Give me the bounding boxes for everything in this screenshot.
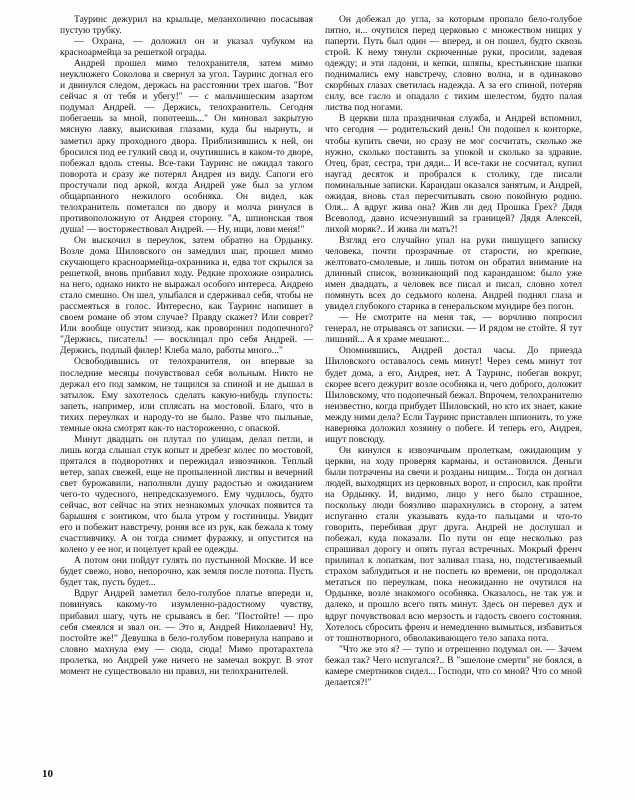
paragraph: Он добежал до угла, за которым пропало бело-голубое пятно, и... очутился перед церковью с множеством нищих у паперти. Путь был один — вперед, и он пошел, будто сквозь строй. К нему тянули скрюченные руки, просили, задевая одежду; и эти ладони, и кепки, шляпы, крестьянские шапки поднимались ему навстречу, словно волна, и в одинаково скорбных глазах светилась надежда. А за его спиной, потеряв силу, все гасло и опадало с тихим шелестом, будто палая листва под ногами.	[325, 14, 582, 114]
paragraph: Вдруг Андрей заметил бело-голубое платье впереди и, повинуясь какому-то изумленно-радостному чувству, прибавил шагу, чуть не срываясь в бег. "Постойте! — про себя смеялся и звал он. — Это я, Андрей Николаевич! Ну, постойте же!" Девушка в бело-голубом повернула направо и словно махнула ему — сюда, сюда! Мимо протарахтела пролетка, но Андрей уже ничего не замечал вокруг. В этот момент не существовало ни правил, ни телохранителей.	[60, 588, 313, 677]
paragraph: Андрей прошел мимо телохранителя, затем мимо неуклюжего Соколова и свернул за угол. Тауринс догнал его и двинулся следом, держась на расстоянии трех шагов. "Вот сейчас я от тебя и убегу!" — с мальчишеским азартом подумал Андрей. — Держись, телохранитель. Сегодня побегаешь за мной, попотеешь..." Он миновал закрытую мясную лавку, выискивая глазами, куда бы нырнуть, и заметил арку проходного двора. Приблизившись к ней, он бросился под ее гулкий свод и, очутившись в каком-то дворе, побежал вдоль стены. Все-таки Тауринс не ожидал такого поворота и сразу же потерял Андрея из виду. Сапоги его простучали под аркой, когда Андрей уже был за углом общарпанного нежилого особняка. Он видел, как телохранитель пометался по двору и молча ринулся в противоположную от Андрея сторону. "А, шпионская твоя душа! — восторжествовал Андрей. — Ну, ищи, лови меня!"	[60, 58, 313, 235]
paragraph: Опомнившись, Андрей достал часы. До приезда Шиловского оставалось семь минут! Через семь минут тот будет дома, а его, Андрея, нет. А Тауринс, побегав вокруг, скорее всего дежурит возле особняка и, чего доброго, доложит Шиловскому, что подопечный бежал. Впрочем, телохранителю неизвестно, когда прибудет Шиловский, но кто их знает, какие между ними дела? Если Тауринс приставлен шпионить, то уже наверняка доложил хозяину о побеге. И теперь его, Андрея, ищут повсюду.	[325, 345, 582, 445]
paragraph: Минут двадцать он плутал по улицам, делал петли, и лишь когда слышал стук копыт и дребезг колес по мостовой, прятался в подворотнях и пережидал извозчиков. Теплый ветер, запах свежей, еще не пропыленной листвы и вечерний свет бурожавили, наполняли душу радостью и ожиданием чего-то чудесного, непредсказуемого. Ему чудилось, будто сейчас, вот сейчас на этих незнакомых улочках появится та барышня с зонтиком, что была утром у гостиницы. Увидит его и побежит навстречу, роняя все из рук, как бежала к тому счастливчику. А он тогда снимет фуражку, и опустится на колено у ее ног, и поцелует край ее одежды.	[60, 433, 313, 556]
left-column	[60, 14, 313, 758]
paragraph: "Что же это я? — тупо и отрешенно подумал он. — Зачем бежал так? Чего испугался?.. В "эшелоне смерти" не боялся, в камере смертников сидел... Господи, что со мной? Что со мной делается?!"	[325, 643, 582, 688]
paragraph: — Не смотрите на меня так, — ворчливо попросил генерал, не отрываясь от записки. — И рядом не стойте. Я тут лишний... А я храме мешают...	[325, 312, 582, 346]
paragraph: А потом они пойдут гулять по пустынной Москве. И все будет свежо, ново, непорочно, как земля после потопа. Пусть будет так, пусть будет...	[60, 555, 313, 589]
paragraph: В церкви шла праздничная служба, и Андрей вспомнил, что сегодня — родительский день! Он подошел к конторке, чтобы купить свечи, но сразу не мог сосчитать, сколько же нужно, сколько поставить за упокой и сколько за здравие. Отец, брат, сестра, три дяди... И все-таки не сосчитал, купил наугад десяток и пробрался к столику, где писали поминальные записки. Карандаш оказался занятым, и Андрей, ожидая, вновь стал пересчитывать свою покойную родню. Оля... А вдруг жива она? Жив ли дед Прошка Грех? Дядя Всеволод, давно исчезнувший за границей? Дядя Алексей, лихой моряк?.. И жива ли мать?!	[325, 113, 582, 235]
paragraph: Освободившись от телохранителя, он впервые за последние месяцы почувствовал себя вольным. Никто не держал его под замком, не тащился за спиной и не дышал в затылок. Ему захотелось сделать какую-нибудь глупость: запеть, например, или сплясать на мостовой. Благо, что в тихих переулках и народу-то не было. Разве что пыльные, темные окна смотрят как-то настороженно, с опаской.	[60, 356, 313, 434]
paragraph: Он выскочил в переулок, затем обратно на Ордынку. Возле дома Шиловского он замедлил шаг, прошел мимо скучающего красноармейца-охранника и, едва тот скрылся за решеткой, вновь прибавил ходу. Редкие прохожие озирались на него, однако никто не выражал особого интереса. Андрею стало смешно. Он шел, улыбался и сдерживал себя, чтобы не рассмеяться в голос. Интересно, как Тауринс напишет в своем романе об этом случае? Правду скажет? Или соврет? Или вообще опустит эпизод, как проворонил подопечного? "Держись, писатель! — восклицал про себя Андрей. — Держись, подлый филер! Клеба мало, работы много..."	[60, 234, 313, 357]
paragraph: Взгляд его случайно упал на руки пишущего записку человека, почти прозрачные от старости, но крепкие, желтовато-смолевые, и лишь потом он обратил внимание на длинный список, возникающий под карандашом: было уже имен двадцать, а человек все писал и писал, словно хотел помянуть всех до седьмого колена. Андрей поднял глаза и увидел глубокого старика в генеральском мундире без погон.	[325, 234, 582, 313]
paragraph: — Охрана, — доложил он и указал чубуком на красноармейца за решеткой ограды.	[60, 36, 313, 59]
page-number: 10	[42, 768, 53, 780]
paragraph: Он кинулся к извозчичьим пролеткам, ожидающим у церкви, на ходу проверяя карманы, и остановился. Деньги были потрачены на свечи и розданы нищим... Тогда он догнал людей, выходящих из церковных ворот, и спросил, как пройти на Ордынку. И, видимо, лицо у него было страшное, поскольку люди боязливо шарахнулись в сторону, а затем испуганно стали указывать куда-то пальцами и что-то говорить, перебивая друг друга. Андрей не дослушал и побежал, куда показали. По пути он еще несколько раз спрашивал дорогу и опять пугал встречных. Мокрый френч прилипал к лопаткам, пот заливал глаза, но, подстегиваемый страхом заблудиться и не поспеть ко времени, он продолжал метаться по переулкам, пока неожиданно не очутился на Ордынке, возле знакомого особняка. Оказалось, не так уж и далеко, и прошло всего пять минут. Здесь он перевел дух и вдруг почувствовал всю мерзость и гадость своего состояния. Хотелось сбросить френч и немедленно вымыться, избавиться от тошнотворного, обволакивающего тело запаха пота.	[325, 444, 582, 644]
right-column	[325, 14, 582, 758]
paragraph: Тауринс дежурил на крыльце, меланхолично посасывая пустую трубку.	[60, 14, 313, 37]
